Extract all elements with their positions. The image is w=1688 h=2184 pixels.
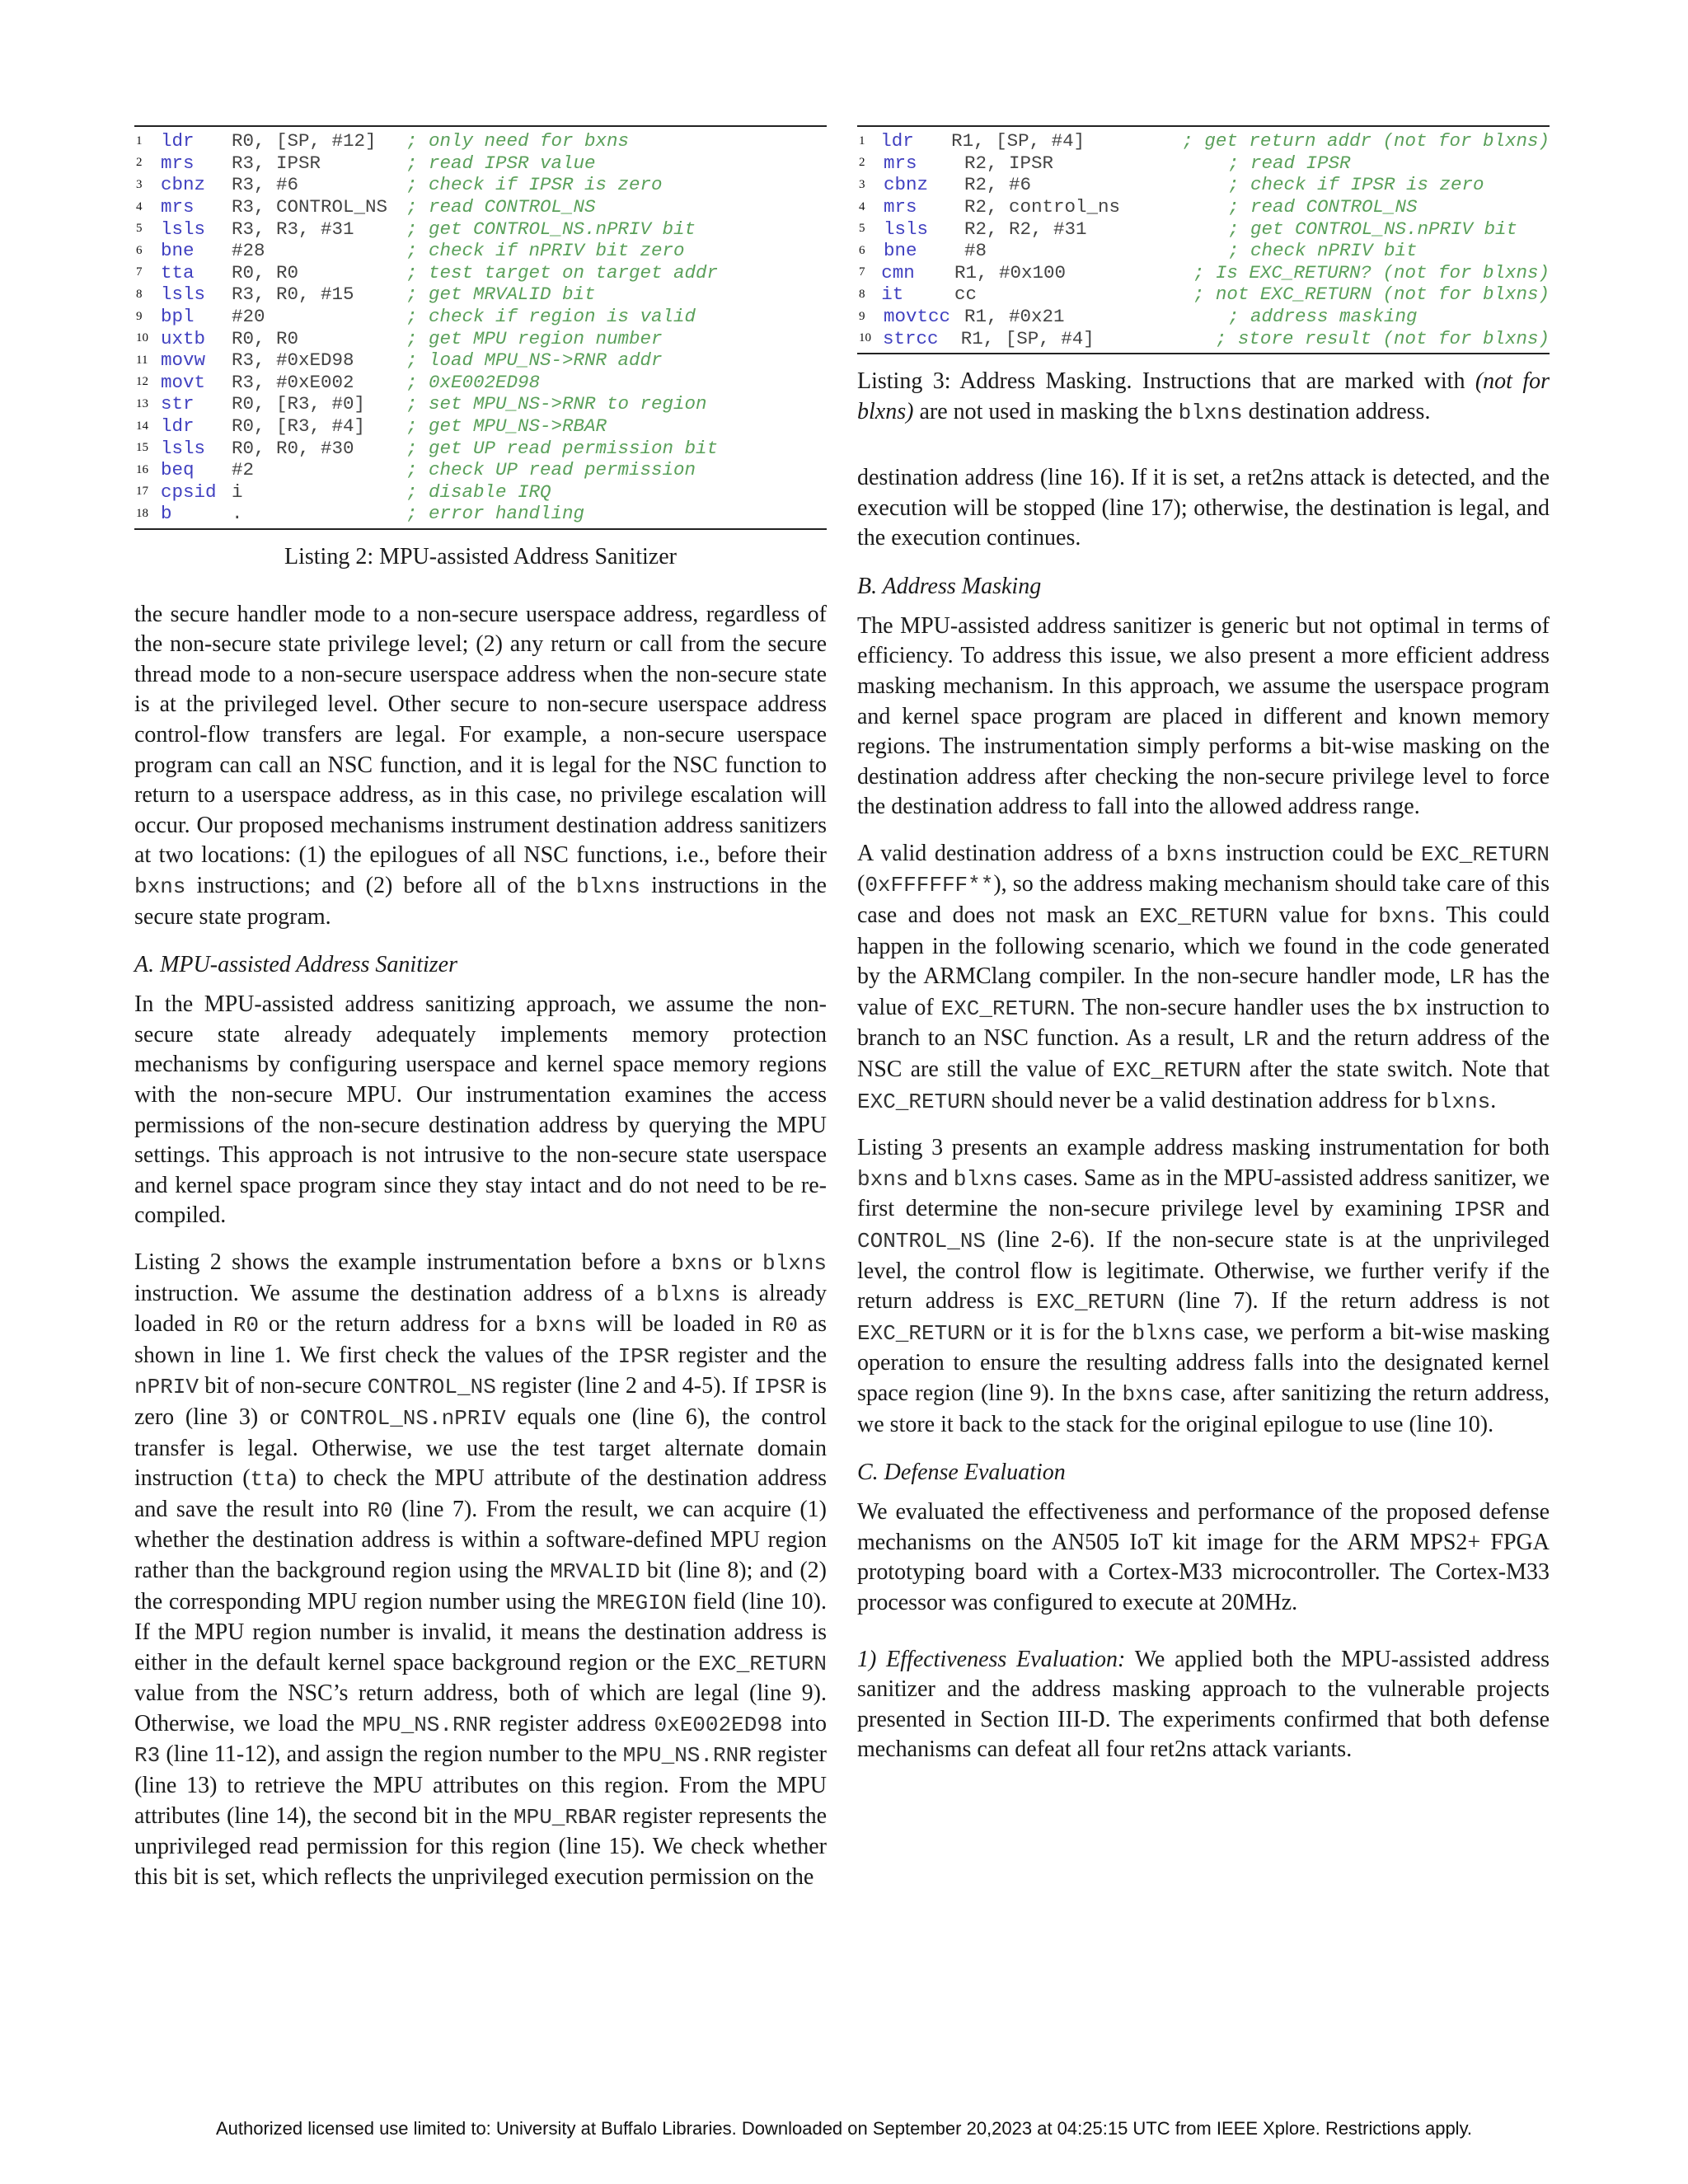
line-number: 7	[859, 265, 865, 279]
code-opcode: cbnz	[161, 174, 206, 196]
code-args: R3, R0, #15	[232, 284, 354, 306]
code-args: R0, R0	[232, 327, 299, 349]
inline-code: IPSR	[617, 1343, 669, 1369]
code-args: R0, [R3, #4]	[232, 415, 366, 438]
code-opcode: beq	[161, 459, 195, 481]
text-run: equals one (line 6), the control transfer is legal. Otherwise, we use the test target alternate domain instruction (	[134, 1404, 827, 1492]
code-line	[857, 152, 1550, 175]
right-paragraph-1: destination address (line 16). If it is set, a ret2ns attack is detected, and the execution will be stopped (line 17); otherwise, the destination is legal, and the execution continues.	[857, 464, 1550, 551]
code-line	[134, 218, 827, 240]
code-line	[134, 306, 827, 328]
code-args: R1, #0x100	[954, 261, 1067, 284]
line-number: 6	[859, 243, 865, 257]
code-comment: ; check if IPSR is zero	[406, 174, 663, 196]
code-args: R0, R0	[232, 261, 299, 284]
code-opcode: uxtb	[161, 327, 206, 349]
code-line	[134, 174, 827, 196]
code-line	[134, 262, 827, 284]
inline-code: LR	[1448, 965, 1475, 991]
code-comment: ; check if region is valid	[406, 306, 696, 328]
inline-code: blxns	[953, 1166, 1018, 1192]
inline-code: LR	[1242, 1027, 1268, 1052]
listing-2-caption: Listing 2: MPU-assisted Address Sanitizer	[284, 543, 677, 569]
code-args: R3, #6	[232, 174, 299, 196]
inline-code: MREGION	[596, 1590, 687, 1615]
code-comment: ; get CONTROL_NS.nPRIV bit	[406, 218, 696, 240]
code-opcode: strcc	[882, 327, 939, 349]
text-run: into	[782, 1710, 828, 1736]
code-opcode: cbnz	[884, 174, 929, 196]
line-number: 13	[136, 396, 148, 410]
code-args: R2, #6	[964, 174, 1032, 196]
code-opcode: mrs	[161, 196, 195, 218]
inline-code: nPRIV	[134, 1375, 199, 1400]
code-args: R2, R2, #31	[964, 218, 1087, 240]
code-args: R0, [R3, #0]	[232, 393, 366, 415]
code-line	[134, 349, 827, 372]
code-comment: ; error handling	[406, 503, 585, 525]
code-line	[134, 415, 827, 438]
code-args: cc	[954, 284, 977, 306]
code-opcode: it	[881, 284, 904, 306]
code-line	[134, 481, 827, 504]
inline-code: EXC_RETURN	[1139, 904, 1268, 930]
code-opcode: cpsid	[161, 480, 217, 503]
code-comment: ; store result (not for blxns)	[1215, 327, 1550, 349]
code-opcode: mrs	[884, 196, 917, 218]
code-line	[134, 372, 827, 394]
text-run: instruction could be	[1217, 840, 1421, 866]
code-comment: ; address masking	[1228, 306, 1418, 328]
text-run: register and the	[668, 1342, 828, 1368]
code-args: R1, #0x21	[964, 306, 1065, 328]
inline-code: MRVALID	[550, 1558, 640, 1584]
inline-code: EXC_RETURN	[697, 1651, 827, 1676]
right-paragraph-3	[857, 839, 1550, 1117]
code-comment: ; check UP read permission	[406, 459, 696, 481]
code-opcode: bpl	[161, 306, 195, 328]
inline-code: blxns	[1132, 1320, 1197, 1346]
inline-code: bxns	[1165, 841, 1218, 867]
line-number: 16	[136, 462, 148, 476]
section-heading-b: B. Address Masking	[857, 573, 1042, 599]
listing-3-caption: Listing 3: Address Masking. Instructions that are marked with (not for blxns) are not used in masking the blxns destination address.	[857, 368, 1550, 425]
text-run: and the return address of the NSC are still the value of	[857, 1025, 1550, 1083]
code-opcode: ldr	[880, 130, 914, 152]
listing-2-code	[134, 125, 827, 530]
inline-code: tta	[250, 1467, 289, 1493]
code-comment: ; get MPU_NS->RBAR	[406, 415, 607, 438]
left-paragraph-2: In the MPU-assisted address sanitizing approach, we assume the non-secure state already adequately implements memory protection mechanisms by configuring userspace and kernel space memory regions with the non-secure MPU. Our instrumentation examines the access permissions of the non-secure destination address by querying the MPU settings. This approach is not intrusive to the non-secure state userspace and kernel space program since they stay intact and do not need to be re-compiled.	[134, 991, 827, 1229]
inline-code: bxns	[535, 1313, 587, 1338]
inline-code: blxns	[656, 1282, 721, 1307]
inline-code: IPSR	[1453, 1197, 1505, 1223]
code-line	[857, 262, 1550, 284]
code-opcode: ldr	[161, 415, 195, 438]
code-line	[134, 503, 827, 525]
left-column	[134, 125, 827, 1892]
code-line	[857, 130, 1550, 152]
text-run: ), so the address making mechanism should take care of this case and does not mask an	[857, 871, 1550, 929]
code-line	[134, 459, 827, 481]
text-run: .	[1490, 1087, 1497, 1113]
line-number: 5	[859, 222, 865, 236]
text-run: should never be a valid destination address for	[986, 1087, 1427, 1113]
line-number: 15	[136, 441, 148, 455]
inline-code: MPU_NS.RNR	[362, 1712, 491, 1737]
code-opcode: movt	[161, 371, 206, 393]
ieee-license-footer: Authorized licensed use limited to: University at Buffalo Libraries. Downloaded on September 20,2023 at 04:25:15 UTC from IEEE Xplore. Restrictions apply.	[215, 2118, 1473, 2139]
code-line	[134, 393, 827, 415]
line-number: 9	[136, 309, 143, 323]
text-run: or the return address for a	[259, 1311, 536, 1338]
code-opcode: lsls	[884, 218, 929, 240]
code-comment: ; check if IPSR is zero	[1228, 174, 1484, 196]
line-number: 12	[136, 375, 148, 389]
code-comment: ; read IPSR	[1228, 152, 1351, 174]
text-run: Listing 2 shows the example instrumentation before a	[134, 1249, 672, 1275]
text-run: A valid destination address of a	[857, 840, 1166, 866]
code-line	[134, 196, 827, 218]
inline-code: EXC_RETURN	[1420, 841, 1550, 867]
code-args: .	[232, 503, 243, 525]
line-number: 3	[136, 177, 143, 191]
code-opcode: lsls	[161, 284, 206, 306]
text-run: instruction to branch to an NSC function. As a result,	[857, 994, 1550, 1052]
inline-code: blxns	[1426, 1089, 1491, 1114]
code-comment: ; only need for bxns	[406, 130, 630, 152]
code-opcode: cmn	[881, 261, 915, 284]
code-line	[134, 130, 827, 152]
code-comment: ; get return addr (not for blxns)	[1182, 130, 1550, 152]
code-opcode: str	[161, 393, 195, 415]
text-run: has the value of	[857, 963, 1550, 1020]
code-opcode: bne	[161, 240, 195, 262]
code-opcode: b	[161, 503, 172, 525]
code-comment: ; get CONTROL_NS.nPRIV bit	[1228, 218, 1518, 240]
line-number: 8	[859, 287, 865, 301]
inline-code: EXC_RETURN	[857, 1320, 987, 1346]
code-line	[134, 437, 827, 459]
text-run: as shown in line 1. We first check the values of the	[134, 1311, 827, 1368]
code-comment: ; check if nPRIV bit zero	[406, 240, 685, 262]
text-run: (line 7). If the return address is not	[1165, 1288, 1550, 1315]
inline-code: EXC_RETURN	[857, 1089, 987, 1114]
text-run: Listing 3 presents an example address masking instrumentation for both	[857, 1135, 1550, 1161]
code-args: R1, [SP, #4]	[951, 130, 1085, 152]
code-opcode: lsls	[161, 218, 206, 240]
right-column	[857, 125, 1550, 1765]
code-line	[134, 284, 827, 306]
left-paragraph-1: the secure handler mode to a non-secure userspace address, regardless of the non-secure state privilege level; (2) any return or call from the secure thread mode to a non-secure userspace address when the non-secure state is at the privileged level. Other secure to non-secure userspace address control-flow transfers are legal. For example, a non-secure userspace program can call an NSC function, and it is legal for the NSC function to return to a userspace address, as in this case, no privilege escalation will occur. Our proposed mechanisms instrument destination address sanitizers at two locations: (1) the epilogues of all NSC functions, i.e., before their bxns instructions; and (2) before all of the blxns instructions in the secure state program.	[134, 601, 827, 930]
code-opcode: mrs	[161, 152, 195, 174]
code-opcode: mrs	[884, 152, 917, 174]
inline-code: R0	[232, 1313, 260, 1338]
code-args: #2	[232, 459, 255, 481]
text-run: or it is for the	[986, 1319, 1132, 1345]
line-number: 10	[136, 331, 148, 345]
code-comment: ; load MPU_NS->RNR addr	[406, 349, 663, 372]
code-args: R3, R3, #31	[232, 218, 354, 240]
code-comment: ; Is EXC_RETURN? (not for blxns)	[1193, 261, 1550, 284]
code-args: R0, [SP, #12]	[232, 130, 377, 152]
text-run: after the state switch. Note that	[1240, 1057, 1550, 1083]
text-run: . This could happen in the following scenario, which we found in the code generated by the ARMClang compiler. In the non-secure handler mode,	[857, 902, 1550, 990]
code-line	[857, 284, 1550, 306]
text-run: register (line 2 and 4-5). If	[495, 1373, 754, 1399]
text-run: register represents the unprivileged read permission for this region (line 15). We check whether this bit is set, which reflects the unprivileged execution permission on the	[134, 1802, 827, 1890]
text-run: value from the NSC’s return address, both of which are legal (line 9). Otherwise, we load the	[134, 1680, 827, 1736]
text-run: case, we perform a bit-wise masking operation to ensure the resulting address falls into the designated kernel space region (line 9). In the	[857, 1319, 1550, 1406]
inline-code: blxns	[762, 1250, 827, 1276]
text-run: cases. Same as in the MPU-assisted address sanitizer, we first determine the non-secure privilege level by examining	[857, 1165, 1550, 1222]
code-opcode: movtcc	[884, 306, 951, 328]
text-run: ) to check the MPU attribute of the destination address and save the result into	[134, 1465, 828, 1522]
inline-code: MPU_RBAR	[513, 1804, 617, 1830]
code-comment: ; set MPU_NS->RNR to region	[406, 393, 707, 415]
code-line	[857, 240, 1550, 262]
code-opcode: movw	[161, 349, 206, 372]
code-opcode: ldr	[161, 130, 195, 152]
code-comment: ; read CONTROL_NS	[406, 196, 596, 218]
code-args: i	[232, 480, 243, 503]
code-line	[134, 327, 827, 349]
left-paragraph-3	[134, 1248, 827, 1892]
text-run: register (line 13) to retrieve the MPU attributes on this region. From the MPU attributes (line 14), the second bit in the	[134, 1741, 827, 1829]
code-comment: ; read CONTROL_NS	[1228, 196, 1418, 218]
inline-code: IPSR	[753, 1375, 806, 1400]
text-run: or	[722, 1249, 762, 1275]
code-opcode: lsls	[161, 437, 206, 459]
right-paragraph-6: 1) Effectiveness Evaluation: We applied both the MPU-assisted address sanitizer and the address masking approach to the vulnerable projects presented in Section III-D. The experiments confirmed that both defense mechanisms can defeat all four ret2ns attack variants.	[857, 1646, 1550, 1763]
text-run: (line 2-6). If the non-secure state is at the unprivileged level, the control flow is legitimate. Otherwise, we further verify if the return address is	[857, 1227, 1550, 1315]
inline-code: bxns	[1378, 904, 1430, 930]
code-comment: ; disable IRQ	[406, 480, 551, 503]
code-line	[857, 196, 1550, 218]
section-heading-a: A. MPU-assisted Address Sanitizer	[134, 952, 457, 978]
code-args: R3, #0xED98	[232, 349, 354, 372]
code-opcode: tta	[161, 261, 195, 284]
line-number: 8	[136, 287, 143, 301]
text-run: will be loaded in	[586, 1311, 772, 1338]
code-args: #20	[232, 306, 265, 328]
line-number: 5	[136, 222, 143, 236]
text-run: (	[857, 871, 865, 898]
inline-code: CONTROL_NS	[367, 1375, 496, 1400]
code-args: R2, IPSR	[964, 152, 1054, 174]
right-paragraph-4	[857, 1133, 1550, 1440]
text-run: . The non-secure handler uses the	[1069, 994, 1393, 1020]
code-line	[134, 152, 827, 175]
code-comment: ; get UP read permission bit	[406, 437, 719, 459]
line-number: 4	[859, 199, 865, 213]
code-opcode: bne	[884, 240, 917, 262]
line-number: 10	[859, 331, 871, 345]
inline-code: EXC_RETURN	[1112, 1058, 1241, 1084]
inline-code: CONTROL_NS	[857, 1229, 987, 1254]
text-run: field (line 10). If the MPU region number is invalid, it means the destination address is either in the default kernel space background region or the	[134, 1588, 827, 1675]
line-number: 1	[136, 134, 143, 148]
line-number: 6	[136, 243, 143, 257]
line-number: 9	[859, 309, 865, 323]
code-line	[857, 174, 1550, 196]
code-args: R1, [SP, #4]	[960, 327, 1095, 349]
inline-code: MPU_NS.RNR	[622, 1743, 752, 1769]
inline-code: R0	[771, 1313, 798, 1338]
line-number: 7	[136, 265, 143, 279]
right-paragraph-5: We evaluated the effectiveness and performance of the proposed defense mechanisms on the AN505 IoT kit image for the ARM MPS2+ FPGA prototyping board with a Cortex-M33 microcontroller. The Cortex-M33 processor was configured to execute at 20MHz.	[857, 1499, 1550, 1615]
text-run: and	[1504, 1196, 1550, 1222]
code-comment: ; not EXC_RETURN (not for blxns)	[1193, 284, 1550, 306]
text-run: bit of non-secure	[199, 1373, 368, 1399]
line-number: 17	[136, 485, 148, 499]
text-run: and	[908, 1165, 954, 1191]
code-args: R0, R0, #30	[232, 437, 354, 459]
line-number: 11	[136, 353, 148, 367]
code-comment: ; get MPU region number	[406, 327, 663, 349]
code-args: R3, CONTROL_NS	[232, 196, 388, 218]
section-heading-c: C. Defense Evaluation	[857, 1460, 1066, 1486]
line-number: 2	[859, 156, 865, 170]
code-args: #8	[964, 240, 987, 262]
text-run: case, after sanitizing the return address, we store it back to the stack for the original epilogue to use (line 10).	[857, 1380, 1550, 1437]
line-number: 3	[859, 177, 865, 191]
inline-code: 0xE002ED98	[654, 1712, 783, 1737]
line-number: 18	[136, 506, 148, 520]
text-run: is zero (line 3) or	[134, 1373, 827, 1430]
inline-code: 0xFFFFFF**	[865, 873, 994, 898]
line-number: 1	[859, 134, 865, 148]
code-args: R2, control_ns	[964, 196, 1121, 218]
text-run: value for	[1268, 902, 1379, 929]
code-comment: ; read IPSR value	[406, 152, 596, 174]
text-run: is already loaded in	[134, 1280, 827, 1338]
listing-3-code	[857, 125, 1550, 354]
code-line	[857, 306, 1550, 328]
inline-code: R0	[367, 1497, 393, 1523]
inline-code: CONTROL_NS.nPRIV	[299, 1405, 506, 1431]
inline-code: EXC_RETURN	[940, 996, 1070, 1021]
code-line	[134, 240, 827, 262]
line-number: 2	[136, 156, 143, 170]
code-comment: ; get MRVALID bit	[406, 284, 596, 306]
inline-code: EXC_RETURN	[1036, 1290, 1165, 1315]
code-line	[857, 327, 1550, 349]
text-run: register address	[490, 1710, 654, 1736]
code-args: R3, IPSR	[232, 152, 321, 174]
inline-code: R3	[134, 1743, 161, 1769]
code-line	[857, 218, 1550, 240]
line-number: 4	[136, 199, 143, 213]
inline-code: bxns	[857, 1166, 909, 1192]
inline-code: bxns	[1122, 1381, 1174, 1407]
code-comment: ; 0xE002ED98	[406, 371, 541, 393]
inline-code: bx	[1392, 996, 1418, 1021]
right-paragraph-2: The MPU-assisted address sanitizer is generic but not optimal in terms of efficiency. To address this issue, we also present a more efficient address masking mechanism. In this approach, we assume the userspace program and kernel space program are placed in different and known memory regions. The instrumentation simply performs a bit-wise masking on the destination address after checking the non-secure privilege level to force the destination address to fall into the allowed address range.	[857, 612, 1550, 820]
text-run: bit (line 8); and (2) the corresponding MPU region number using the	[134, 1557, 827, 1615]
code-comment: ; test target on target addr	[406, 261, 719, 284]
code-args: R3, #0xE002	[232, 371, 354, 393]
inline-code: bxns	[671, 1250, 723, 1276]
line-number: 14	[136, 419, 148, 433]
text-run: (line 7). From the result, we can acquire (1) whether the destination address is within a software-defined MPU region rather than the background region using the	[134, 1496, 828, 1583]
text-run: (line 11-12), and assign the region number to the	[160, 1741, 623, 1768]
text-run: instruction. We assume the destination address of a	[134, 1280, 657, 1306]
code-comment: ; check nPRIV bit	[1228, 240, 1418, 262]
code-args: #28	[232, 240, 265, 262]
